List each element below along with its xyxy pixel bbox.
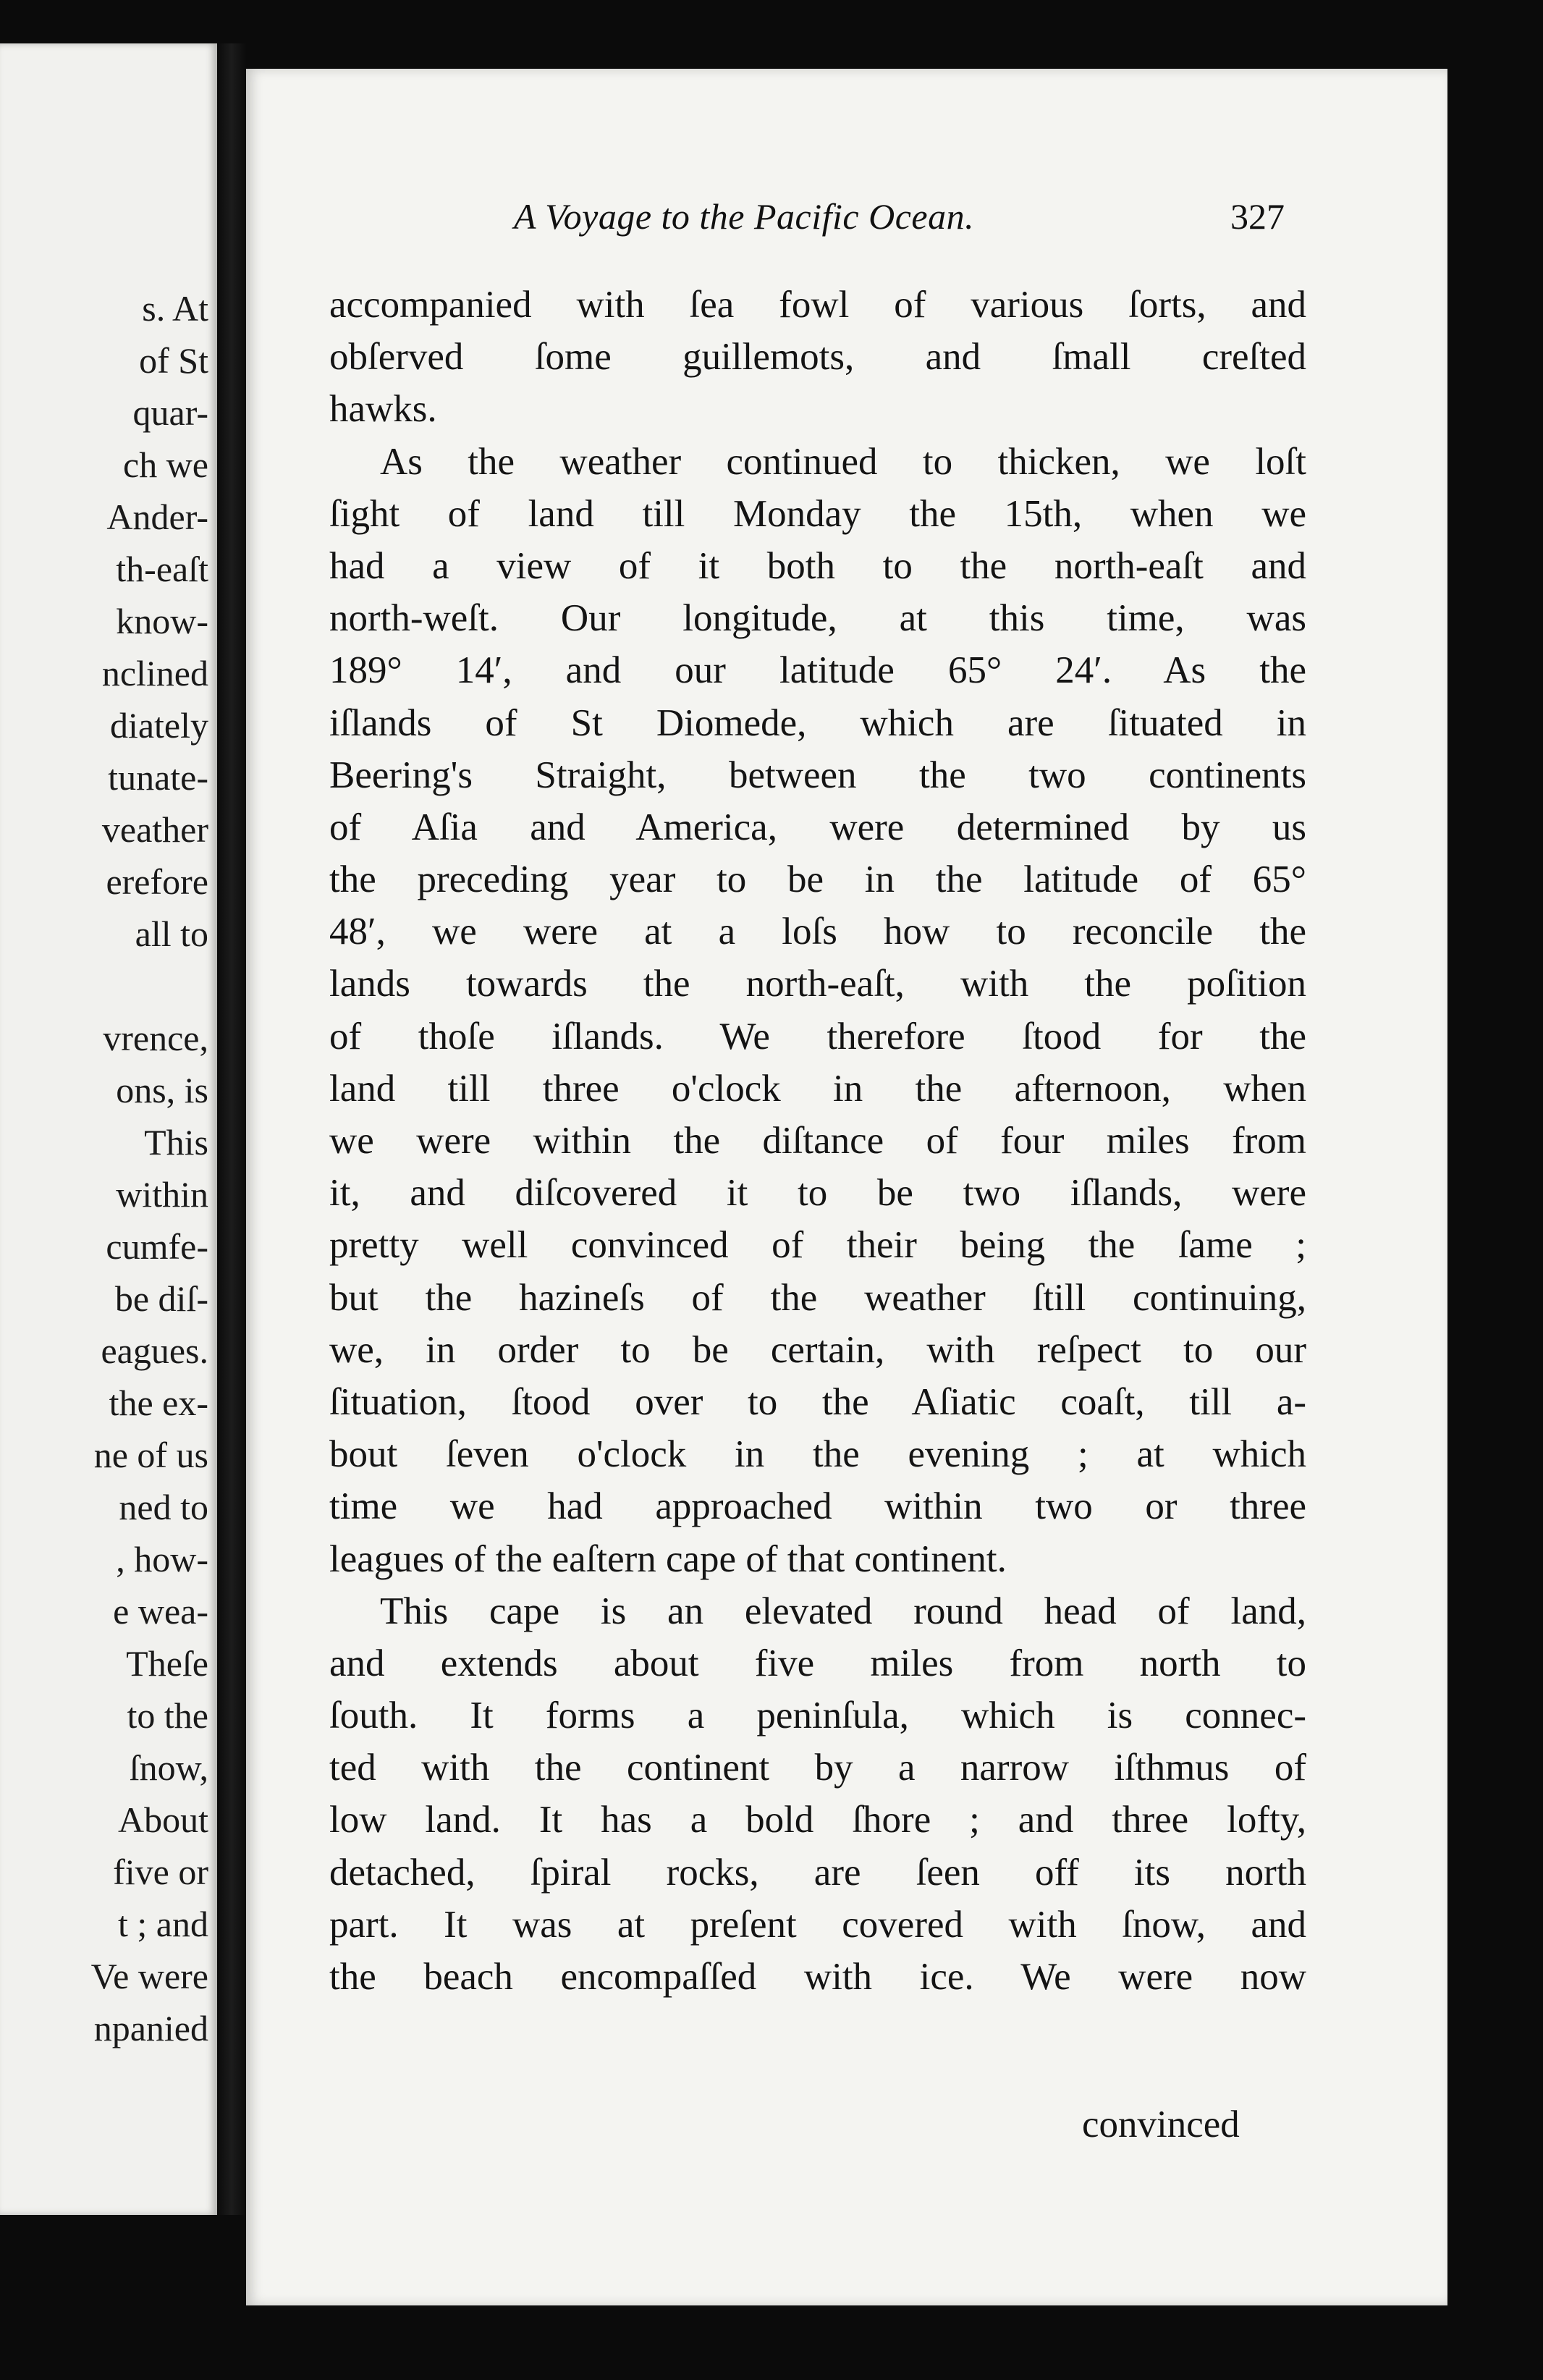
text-line: Beering's Straight, between the two continents — [329, 754, 1306, 796]
text-line: but the hazineſs of the weather ſtill continuing, — [329, 1276, 1306, 1319]
facing-line: , how- — [116, 1539, 208, 1579]
running-head — [246, 195, 1447, 246]
text-line: 189° 14′, and our latitude 65° 24′. As the — [329, 649, 1306, 692]
text-line: time we had approached within two or three — [329, 1485, 1306, 1528]
facing-line: ned to — [119, 1487, 208, 1527]
text-line: leagues of the eaſtern cape of that continent. — [329, 1537, 1007, 1580]
main-page — [246, 69, 1447, 2305]
facing-line — [91, 960, 208, 1012]
catchword: convinced — [1082, 2103, 1240, 2145]
facing-line: This — [144, 1122, 208, 1162]
text-line: iſlands of St Diomede, which are ſituated in — [329, 701, 1306, 744]
facing-line: all to — [135, 913, 208, 954]
text-line: ſight of land till Monday the 15th, when we — [329, 492, 1306, 535]
text-line: 48′, we were at a loſs how to reconcile the — [329, 911, 1306, 953]
facing-page-line-ends — [91, 282, 208, 2054]
facing-line: ch we — [123, 444, 208, 485]
facing-line: eagues. — [101, 1330, 208, 1371]
text-line: part. It was at preſent covered with ſnow, and — [329, 1903, 1306, 1946]
text-line: north-weſt. Our longitude, at this time, was — [329, 597, 1306, 640]
text-line: the beach encompaſſed with ice. We were now — [329, 1956, 1306, 1998]
facing-line: th-eaſt — [116, 549, 208, 589]
text-line: lands towards the north-eaſt, with the poſition — [329, 963, 1306, 1005]
text-line: the preceding year to be in the latitude of 65° — [329, 858, 1306, 901]
text-line: pretty well convinced of their being the ſame ; — [329, 1224, 1306, 1267]
text-line: and extends about five miles from north to — [329, 1642, 1306, 1684]
text-line: ted with the continent by a narrow iſthmus of — [329, 1747, 1306, 1789]
book-gutter — [217, 43, 246, 2215]
body-text — [329, 279, 1306, 2003]
facing-line: erefore — [106, 861, 208, 902]
facing-line: nclined — [101, 653, 208, 693]
facing-line: ons, is — [116, 1070, 208, 1110]
facing-line: veather — [101, 809, 208, 850]
facing-line: the ex- — [109, 1383, 208, 1423]
facing-line: npanied — [93, 2008, 208, 2048]
text-line: low land. It has a bold ſhore ; and three lofty, — [329, 1799, 1306, 1841]
facing-line: to the — [127, 1695, 208, 1736]
running-title: A Voyage to the Pacific Ocean. — [514, 196, 975, 237]
facing-line: Ander- — [106, 497, 208, 537]
facing-line: of St — [139, 340, 208, 381]
facing-line: quar- — [132, 392, 208, 433]
page-number: 327 — [1230, 196, 1285, 237]
facing-line: know- — [116, 601, 208, 641]
text-line: accompanied with ſea fowl of various ſorts, and — [329, 284, 1306, 326]
text-line: land till three o'clock in the afternoon, when — [329, 1067, 1306, 1110]
facing-line: ſnow, — [129, 1747, 208, 1788]
facing-line: vrence, — [103, 1018, 208, 1058]
text-line: hawks. — [329, 388, 437, 431]
facing-line: be diſ- — [114, 1278, 208, 1319]
text-line: it, and diſcovered it to be two iſlands, were — [329, 1172, 1306, 1215]
text-line: had a view of it both to the north-eaſt and — [329, 544, 1306, 587]
facing-line: five or — [113, 1852, 208, 1892]
facing-line: s. At — [142, 288, 208, 329]
facing-line: Ve were — [90, 1956, 208, 1996]
text-line: ſouth. It forms a peninſula, which is connec- — [329, 1695, 1306, 1737]
facing-line: Theſe — [126, 1643, 208, 1684]
facing-page-left — [0, 43, 217, 2215]
text-line: As the weather continued to thicken, we loſt — [380, 440, 1306, 483]
text-line: detached, ſpiral rocks, are ſeen off its north — [329, 1851, 1306, 1894]
facing-line: tunate- — [108, 757, 208, 798]
facing-line: ne of us — [93, 1435, 208, 1475]
text-line: obſerved ſome guillemots, and ſmall creſted — [329, 336, 1306, 379]
text-line: of Aſia and America, were determined by us — [329, 806, 1306, 848]
text-line: we were within the diſtance of four miles from — [329, 1120, 1306, 1162]
facing-line: About — [118, 1799, 208, 1840]
facing-line: diately — [109, 705, 208, 746]
facing-line: e wea- — [113, 1591, 208, 1632]
text-line: bout ſeven o'clock in the evening ; at which — [329, 1433, 1306, 1476]
text-line: This cape is an elevated round head of land, — [380, 1590, 1306, 1632]
text-line: ſituation, ſtood over to the Aſiatic coaſt, till a- — [329, 1380, 1306, 1423]
facing-line: t ; and — [118, 1904, 208, 1944]
facing-line: cumfe- — [106, 1226, 208, 1267]
text-line: we, in order to be certain, with reſpect to our — [329, 1328, 1306, 1371]
text-line: of thoſe iſlands. We therefore ſtood for the — [329, 1015, 1306, 1058]
facing-line: within — [116, 1174, 208, 1215]
